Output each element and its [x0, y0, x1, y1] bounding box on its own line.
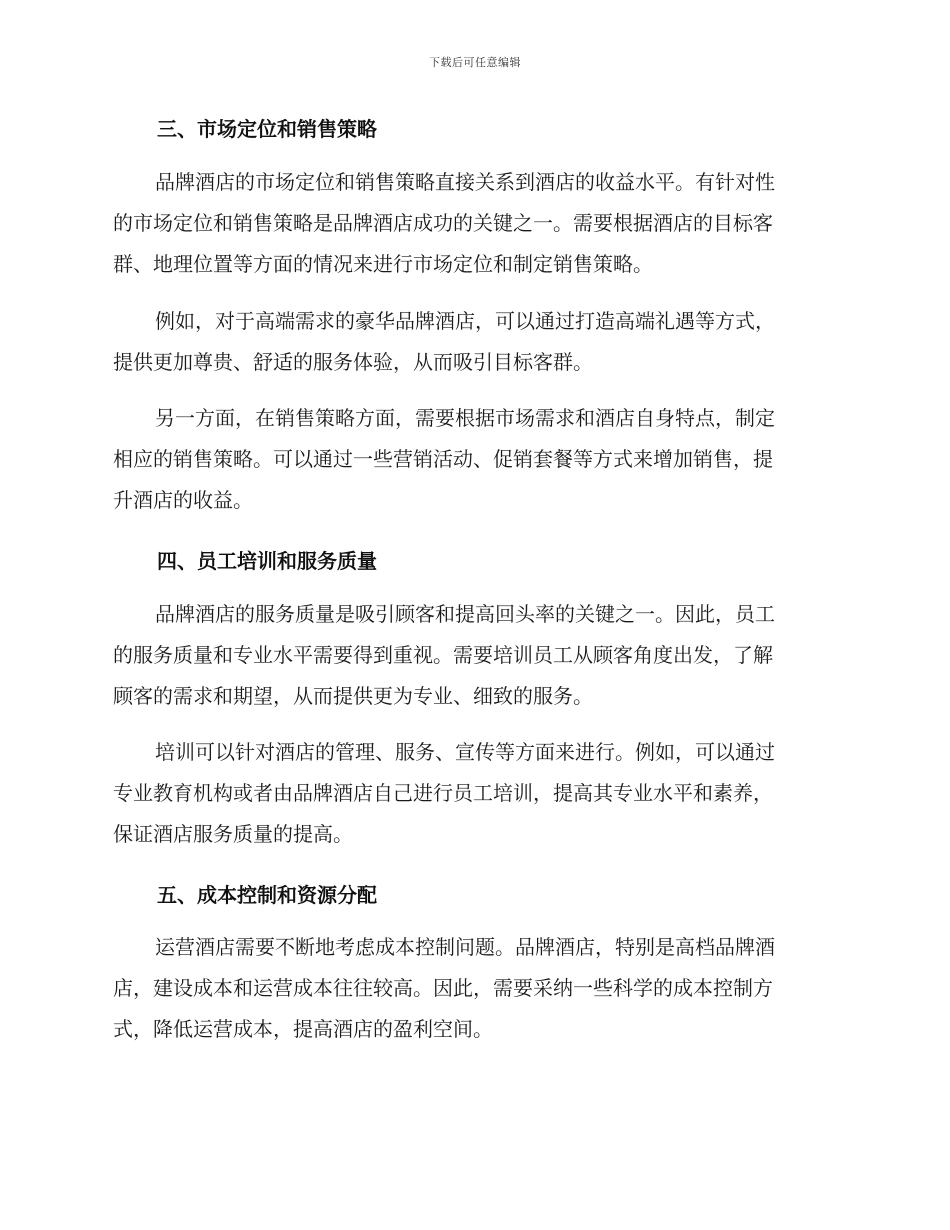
paragraph-line: 品牌酒店的市场定位和销售策略直接关系到酒店的收益水平。有针对性 — [155, 170, 775, 194]
paragraph-line: 另一方面，在销售策略方面，需要根据市场需求和酒店自身特点，制定 — [155, 406, 775, 430]
paragraph-line: 提供更加尊贵、舒适的服务体验，从而吸引目标客群。 — [113, 350, 593, 374]
paragraph — [113, 162, 833, 285]
paragraph — [113, 732, 833, 855]
paragraph-line: 培训可以针对酒店的管理、服务、宣传等方面来进行。例如，可以通过 — [155, 740, 775, 764]
paragraph-line: 顾客的需求和期望，从而提供更为专业、细致的服务。 — [113, 684, 593, 708]
paragraph-line: 专业教育机构或者由品牌酒店自己进行员工培训，提高其专业水平和素养， — [113, 781, 773, 805]
paragraph-line: 升酒店的收益。 — [113, 488, 253, 512]
paragraph-line: 的市场定位和销售策略是品牌酒店成功的关键之一。需要根据酒店的目标客 — [113, 211, 773, 235]
paragraph — [113, 927, 833, 1050]
section-heading-staff-training: 四、员工培训和服务质量 — [157, 549, 377, 573]
section-heading-market-positioning: 三、市场定位和销售策略 — [157, 117, 377, 141]
paragraph — [113, 398, 833, 521]
header-note: 下载后可任意编辑 — [429, 56, 521, 69]
paragraph-line: 品牌酒店的服务质量是吸引顾客和提高回头率的关键之一。因此，员工 — [155, 602, 775, 626]
paragraph-line: 群、地理位置等方面的情况来进行市场定位和制定销售策略。 — [113, 252, 653, 276]
paragraph-line: 例如，对于高端需求的豪华品牌酒店，可以通过打造高端礼遇等方式， — [155, 309, 775, 333]
paragraph-line: 保证酒店服务质量的提高。 — [113, 822, 353, 846]
paragraph-line: 式，降低运营成本，提高酒店的盈利空间。 — [113, 1017, 493, 1041]
paragraph-line: 店，建设成本和运营成本往往较高。因此，需要采纳一些科学的成本控制方 — [113, 976, 773, 1000]
paragraph-line: 的服务质量和专业水平需要得到重视。需要培训员工从顾客角度出发，了解 — [113, 643, 773, 667]
section-heading-cost-control: 五、成本控制和资源分配 — [157, 883, 377, 907]
paragraph-line: 运营酒店需要不断地考虑成本控制问题。品牌酒店，特别是高档品牌酒 — [155, 935, 775, 959]
paragraph-line: 相应的销售策略。可以通过一些营销活动、促销套餐等方式来增加销售，提 — [113, 447, 773, 471]
paragraph — [113, 594, 833, 717]
paragraph — [113, 301, 833, 383]
